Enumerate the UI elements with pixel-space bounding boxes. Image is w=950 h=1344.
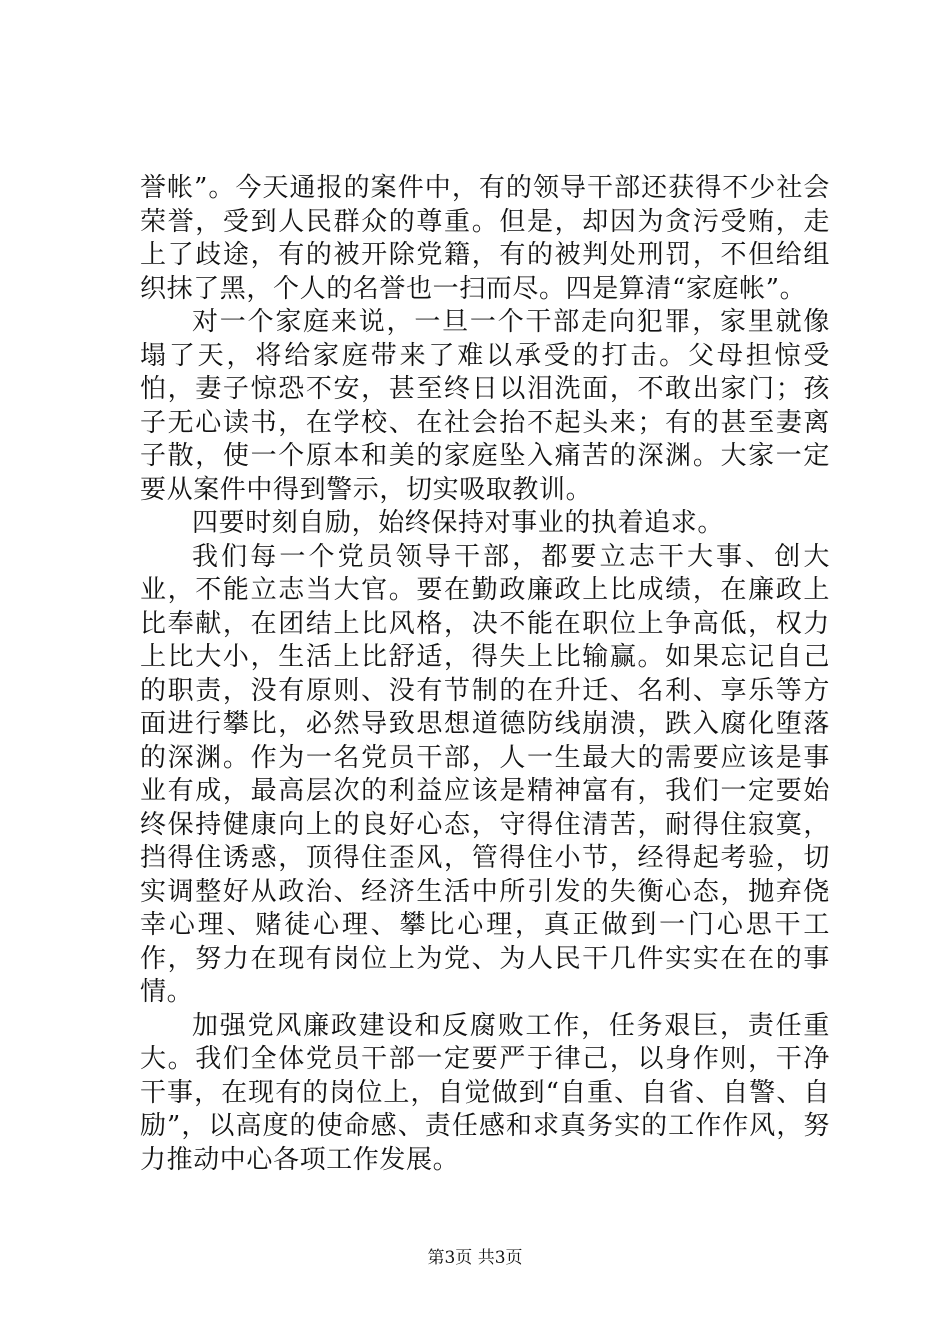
paragraph-4: 我们每一个党员领导干部，都要立志干大事、创大业，不能立志当大官。要在勤政廉政上比成绩，在廉政上比奉献，在团结上比风格，决不能在职位上争高低，权力上比大小，生活上比舒适，得失上比输赢。如果忘记自己的职责，没有原则、没有节制的在升迁、名利、享乐等方面进行攀比，必然导致思想道德防线崩溃，跌入腐化堕落的深渊。作为一名党员干部，人一生最大的需要应该是事业有成，最高层次的利益应该是精神富有，我们一定要始终保持健康向上的良好心态，守得住清苦，耐得住寂寞，挡得住诱惑，顶得住歪风，管得住小节，经得起考验，切实调整好从政治、经济生活中所引发的失衡心态，抛弃侥幸心理、赌徒心理、攀比心理，真正做到一门心思干工作，努力在现有岗位上为党、为人民干几件实实在在的事情。 [140,541,830,1007]
paragraph-5: 加强党风廉政建设和反腐败工作，任务艰巨，责任重大。我们全体党员干部一定要严于律己，以身作则，干净干事，在现有的岗位上，自觉做到“自重、自省、自警、自励”，以高度的使命感、责任感和求真务实的工作作风，努力推动中心各项工作发展。 [140,1010,830,1175]
paragraph-3: 四要时刻自励，始终保持对事业的执着追求。 [192,508,725,538]
page-number-label: 第3页 共3页 [427,1248,523,1268]
document-body [140,172,830,1177]
paragraph-2: 对一个家庭来说，一旦一个干部走向犯罪，家里就像塌了天，将给家庭带来了难以承受的打击。父母担惊受怕，妻子惊恐不安，甚至终日以泪洗面，不敢出家门；孩子无心读书，在学校、在社会抬不起头来；有的甚至妻离子散，使一个原本和美的家庭坠入痛苦的深渊。大家一定要从案件中得到警示，切实吸取教训。 [140,307,830,505]
paragraph-1: 誉帐”。今天通报的案件中，有的领导干部还获得不少社会荣誉，受到人民群众的尊重。但是，却因为贪污受贿，走上了歧途，有的被开除党籍，有的被判处刑罚，不但给组织抹了黑，个人的名誉也一扫而尽。四是算清“家庭帐”。 [140,173,830,304]
page-footer [0,1243,950,1268]
